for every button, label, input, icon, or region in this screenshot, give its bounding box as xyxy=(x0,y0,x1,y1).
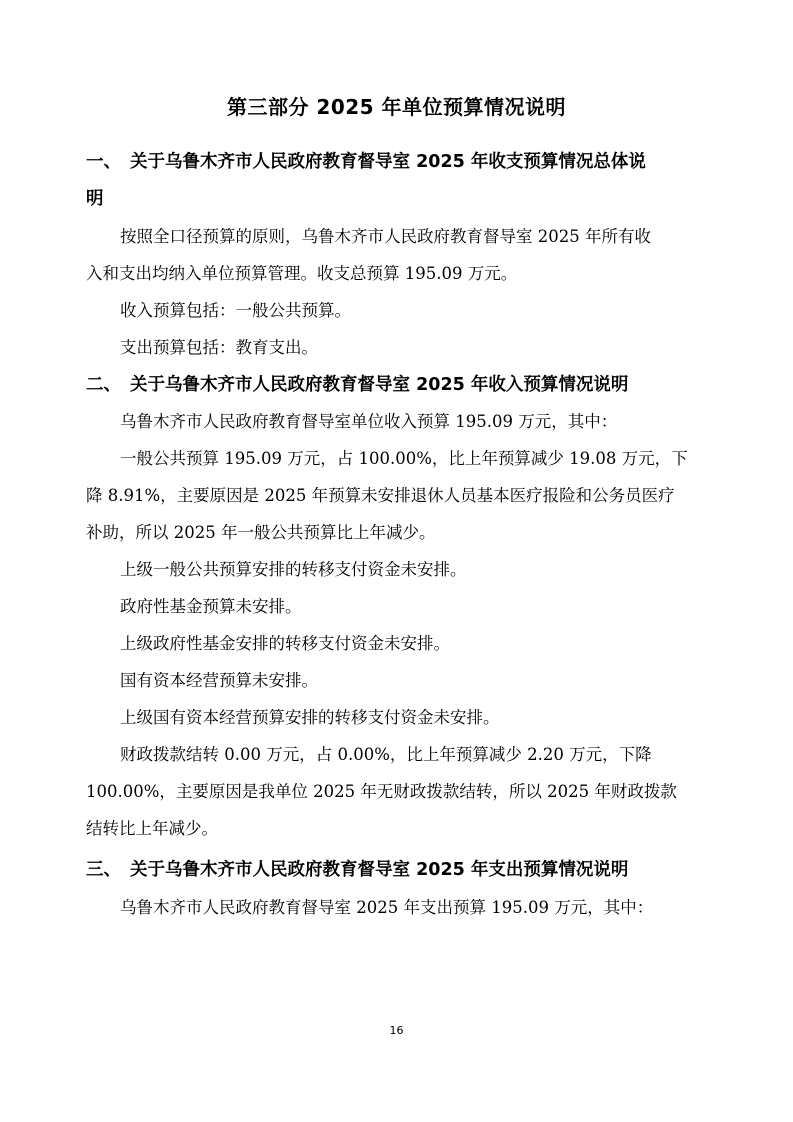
s1-paragraph3: 支出预算包括：教育支出。 xyxy=(120,338,318,357)
s2-paragraph2-line2: 降 8.91%，主要原因是 2025 年预算未安排退休人员基本医疗报险和公务员医疗 xyxy=(86,486,675,505)
s3-paragraph1: 乌鲁木齐市人民政府教育督导室 2025 年支出预算 195.09 万元，其中： xyxy=(120,898,654,917)
section1-heading-cont: 明 xyxy=(86,189,104,209)
section3-heading-text: 关于乌鲁木齐市人民政府教育督导室 2025 年支出预算情况说明 xyxy=(130,860,629,880)
s2-paragraph3: 上级一般公共预算安排的转移支付资金未安排。 xyxy=(120,560,467,579)
s1-paragraph1-line2: 入和支出均纳入单位预算管理。收支总预算 195.09 万元。 xyxy=(86,264,518,283)
page-title: 第三部分 2025 年单位预算情况说明 xyxy=(226,95,567,119)
section3-heading xyxy=(86,855,716,885)
section2-number: 二、 xyxy=(86,375,121,395)
s2-paragraph4: 政府性基金预算未安排。 xyxy=(120,597,302,616)
s1-paragraph1-line1: 按照全口径预算的原则，乌鲁木齐市人民政府教育督导室 2025 年所有收 xyxy=(120,227,651,246)
s2-paragraph1: 乌鲁木齐市人民政府教育督导室单位收入预算 195.09 万元，其中： xyxy=(120,412,618,431)
s2-paragraph6: 国有资本经营预算未安排。 xyxy=(120,671,318,690)
s2-paragraph2-line1: 一般公共预算 195.09 万元，占 100.00%，比上年预算减少 19.08 万元，下 xyxy=(120,449,688,468)
s2-paragraph5: 上级政府性基金安排的转移支付资金未安排。 xyxy=(120,634,450,653)
s1-paragraph2: 收入预算包括：一般公共预算。 xyxy=(120,301,351,320)
page-number: 16 xyxy=(389,1024,404,1037)
section2-heading xyxy=(86,370,716,400)
section2-heading-text: 关于乌鲁木齐市人民政府教育督导室 2025 年收入预算情况说明 xyxy=(130,375,629,395)
s2-paragraph8-line3: 结转比上年减少。 xyxy=(86,819,218,838)
s2-paragraph7: 上级国有资本经营预算安排的转移支付资金未安排。 xyxy=(120,708,500,727)
s2-paragraph8-line1: 财政拨款结转 0.00 万元，占 0.00%，比上年预算减少 2.20 万元，下降 xyxy=(120,745,652,764)
section3-number: 三、 xyxy=(86,860,121,880)
s2-paragraph2-line3: 补助，所以 2025 年一般公共预算比上年减少。 xyxy=(86,523,436,542)
s2-paragraph8-line2: 100.00%，主要原因是我单位 2025 年无财政拨款结转，所以 2025 年财政拨款 xyxy=(86,782,677,801)
section1-heading xyxy=(86,147,716,177)
section1-heading-text: 关于乌鲁木齐市人民政府教育督导室 2025 年收支预算情况总体说 xyxy=(130,152,646,172)
section1-number: 一、 xyxy=(86,152,121,172)
